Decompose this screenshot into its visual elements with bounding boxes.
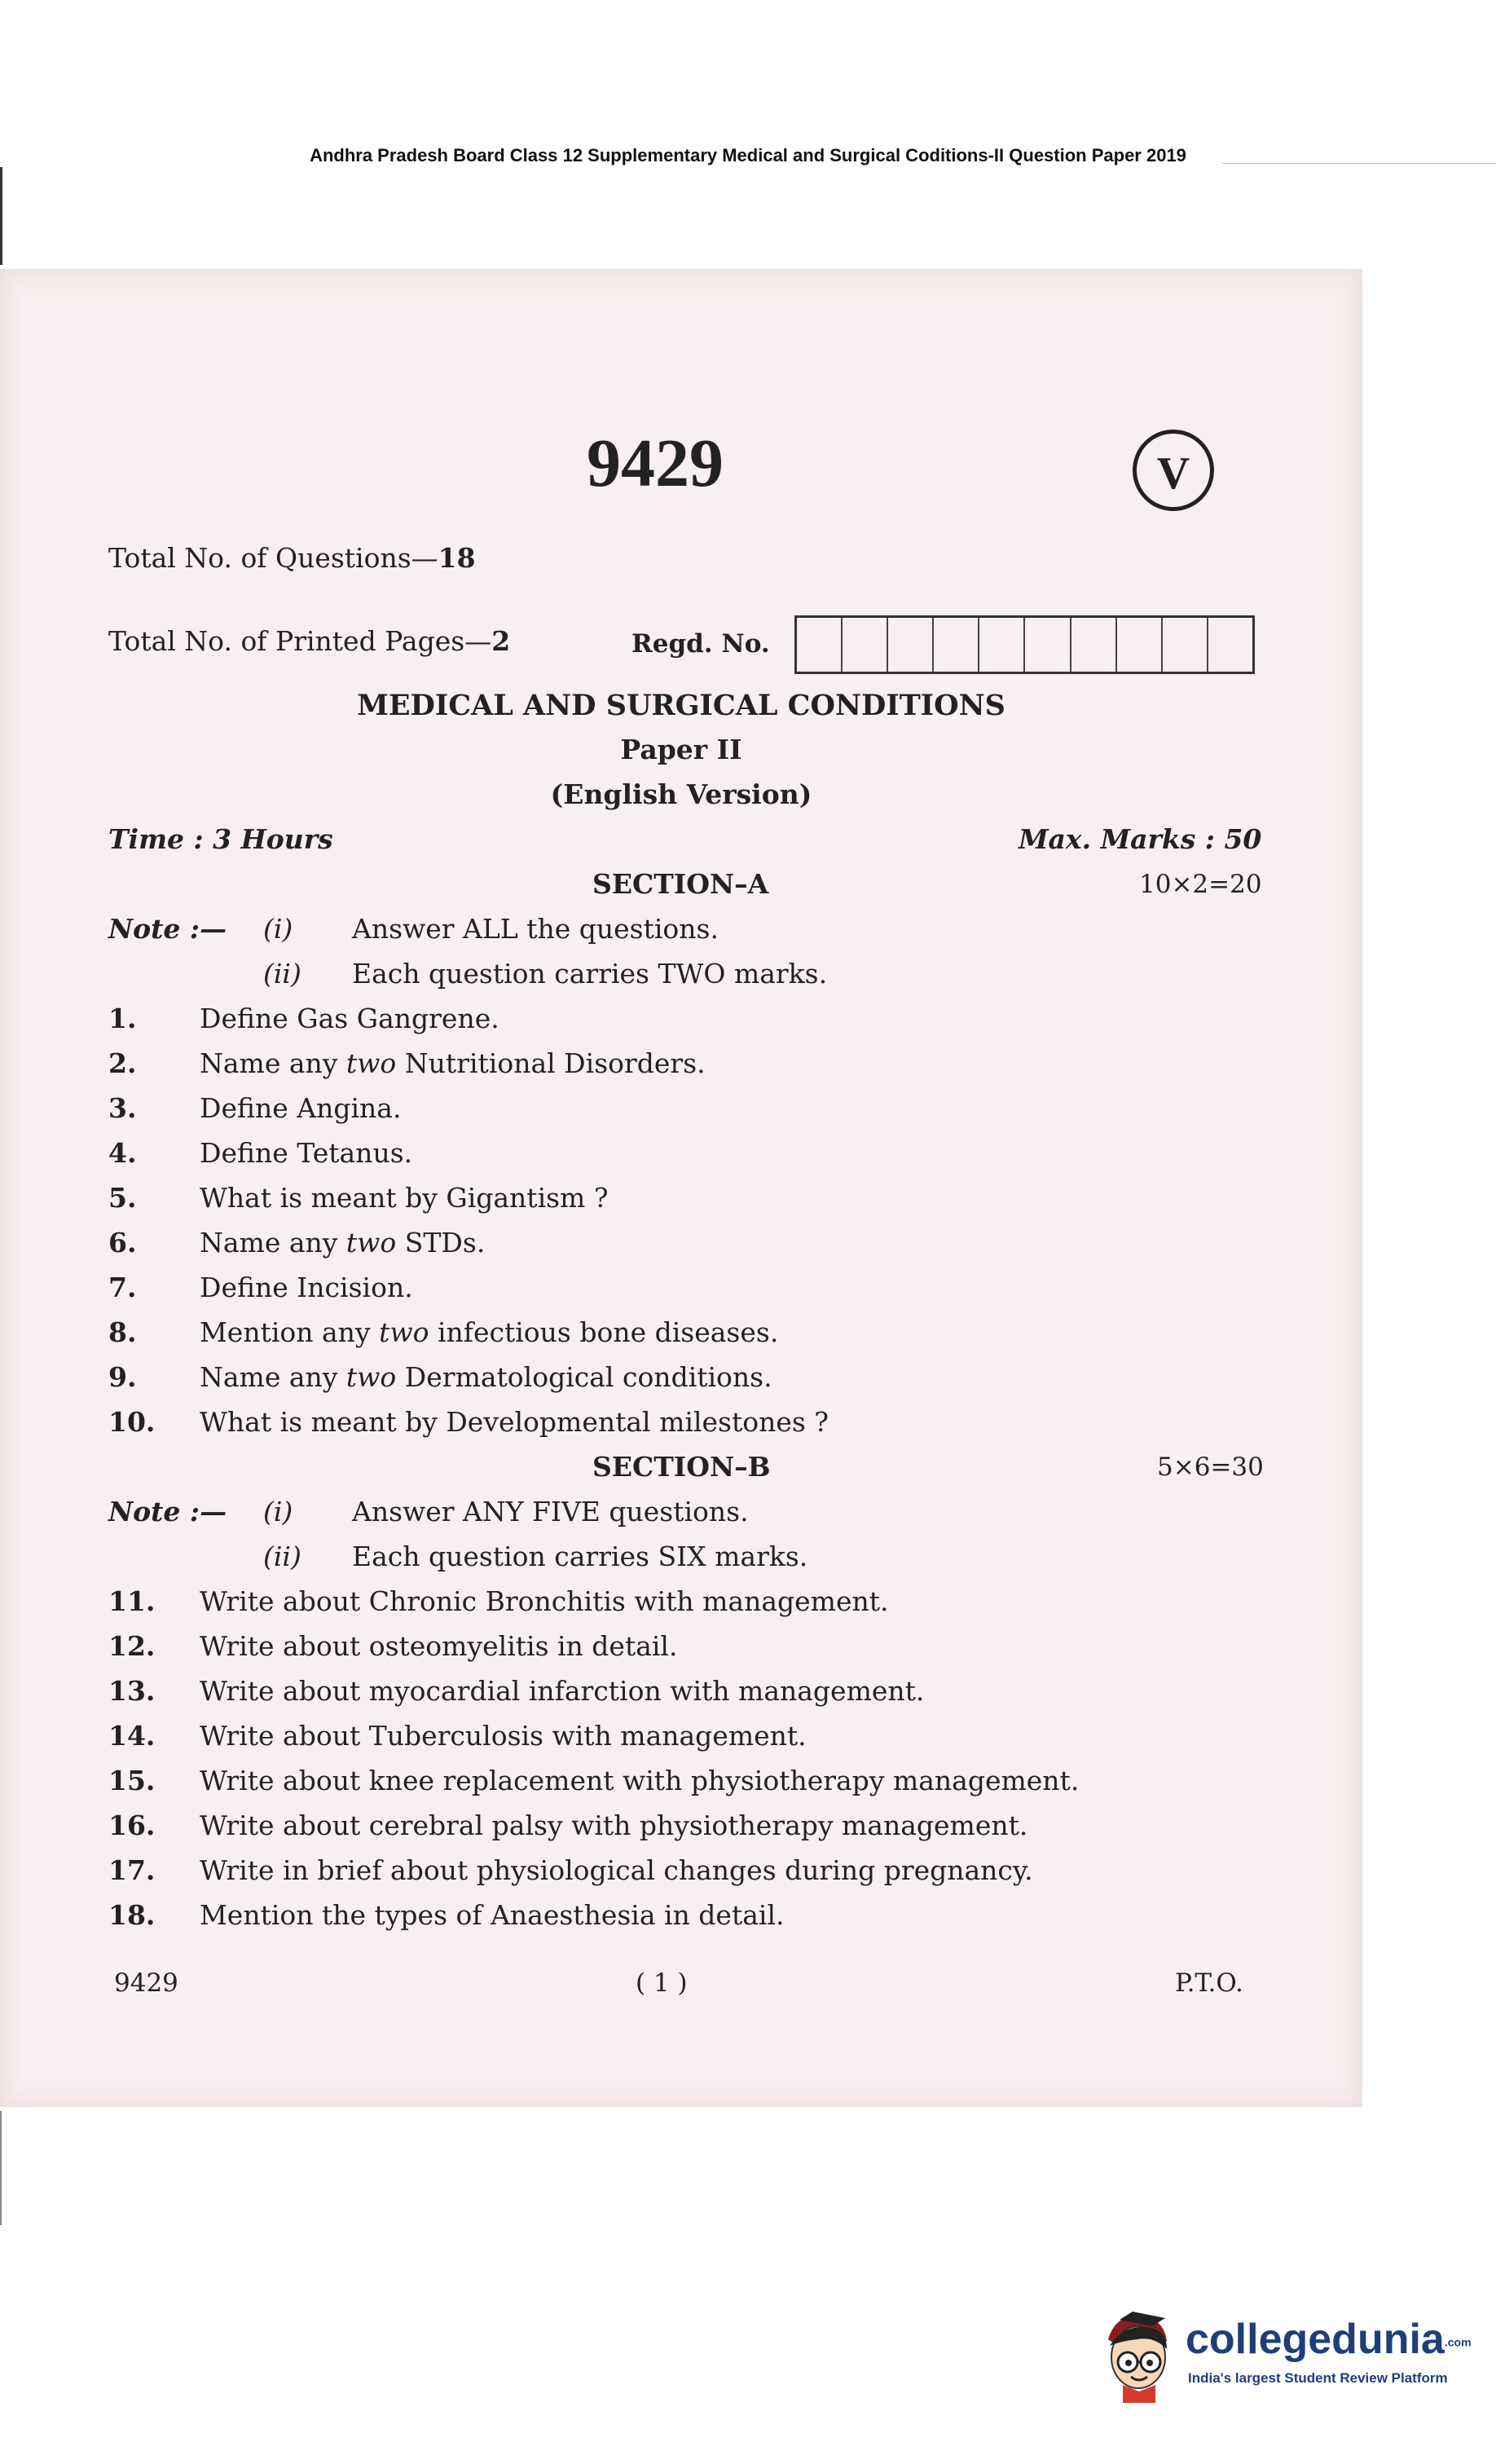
section-b-note-label: Note :— [108,1496,227,1527]
section-a-note-label: Note :— [108,913,227,945]
document-header: Andhra Pradesh Board Class 12 Supplementary Medical and Surgical Coditions-II Question Paper 2019 [310,145,1186,165]
question-text: Define Gas Gangrene. [200,1003,499,1034]
paper-number: Paper II [620,734,742,765]
question-text: Name any two Nutritional Disorders. [200,1047,706,1079]
note-number: (i) [263,1496,293,1527]
time-allowed: Time : 3 Hours [108,823,333,855]
footer-page-number: ( 1 ) [636,1968,688,1998]
question-number: 4. [108,1137,137,1169]
question-number: 16. [108,1809,156,1841]
header-rule [1222,163,1496,164]
question-text: Name any two Dermatological conditions. [200,1361,772,1393]
question-number: 1. [108,1003,137,1034]
question-text: Write about Tuberculosis with management. [200,1720,807,1752]
note-text: Answer ANY FIVE questions. [352,1496,749,1527]
max-marks: Max. Marks : 50 [1019,823,1262,855]
question-number: 6. [108,1227,137,1258]
footer-code: 9429 [114,1968,178,1998]
question-number: 18. [108,1899,156,1931]
question-text: Mention the types of Anaesthesia in detail. [200,1899,785,1931]
question-text: Name any two STDs. [200,1227,486,1258]
note-number: (ii) [263,958,301,990]
question-text: Define Tetanus. [200,1137,413,1169]
section-a-marks: 10×2=20 [1139,870,1262,899]
scan-edge [0,2111,2,2225]
question-number: 14. [108,1720,156,1752]
paper-code: 9429 [587,425,724,501]
note-text: Each question carries SIX marks. [352,1541,808,1572]
question-number: 7. [108,1272,137,1303]
note-text: Each question carries TWO marks. [352,958,828,990]
brand-name: collegedunia.com [1186,2316,1472,2363]
question-text: Write about knee replacement with physiotherapy management. [200,1765,1080,1796]
question-number: 8. [108,1316,137,1348]
question-number: 2. [108,1047,137,1079]
note-number: (ii) [263,1541,301,1572]
note-text: Answer ALL the questions. [352,913,719,945]
section-b-marks: 5×6=30 [1157,1452,1264,1482]
question-text: Write about Chronic Bronchitis with management. [200,1585,889,1617]
question-text: Write about osteomyelitis in detail. [200,1630,678,1662]
paper-version: (English Version) [550,778,812,810]
question-number: 10. [108,1406,156,1438]
question-text: Write about cerebral palsy with physiotherapy management. [200,1809,1028,1841]
regd-label: Regd. No. [631,629,770,659]
footer-pto: P.T.O. [1175,1968,1243,1998]
question-text: Define Angina. [200,1092,402,1124]
note-number: (i) [263,913,293,945]
question-number: 15. [108,1765,156,1796]
question-text: What is meant by Developmental milestones ? [200,1406,829,1438]
question-number: 9. [108,1361,137,1393]
total-pages: Total No. of Printed Pages—2 [108,625,511,657]
question-text: Define Incision. [200,1272,413,1303]
total-questions: Total No. of Questions—18 [108,542,476,574]
mascot-icon [1092,2307,1181,2404]
question-number: 13. [108,1675,156,1707]
question-number: 3. [108,1092,137,1124]
section-b-title: SECTION–B [592,1451,771,1483]
scan-edge [0,167,2,265]
question-text: Mention any two infectious bone diseases. [200,1316,779,1348]
question-number: 17. [108,1854,156,1886]
version-mark: V [1133,430,1214,511]
question-text: Write in brief about physiological changes during pregnancy. [200,1854,1033,1886]
section-a-title: SECTION–A [592,868,769,900]
question-number: 12. [108,1630,156,1662]
question-text: What is meant by Gigantism ? [200,1182,609,1214]
question-paper-scan [0,269,1362,2107]
question-text: Write about myocardial infarction with management. [200,1675,925,1707]
collegedunia-logo[interactable] [1092,2307,1472,2404]
brand-tagline: India's largest Student Review Platform [1188,2370,1448,2386]
question-number: 5. [108,1182,137,1214]
subject-title: MEDICAL AND SURGICAL CONDITIONS [357,689,1005,722]
regd-number-box [794,615,1255,674]
question-number: 11. [108,1585,156,1617]
